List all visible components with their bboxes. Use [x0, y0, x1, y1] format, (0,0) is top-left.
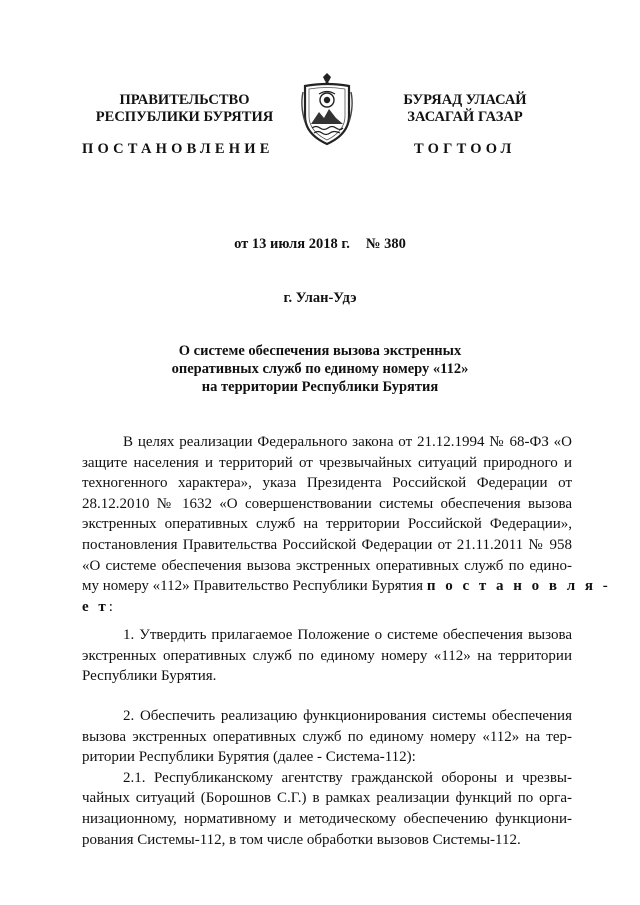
- intro-line: В целях реализации Федерального закона от 21.12.1994 № 68-ФЗ «О: [123, 434, 572, 450]
- item1-line: Республики Бурятия.: [82, 668, 217, 685]
- header-left: [52, 92, 317, 126]
- header-left-line1: ПРАВИТЕЛЬСТВО: [119, 92, 250, 108]
- intro-line: «О системе обеспечения вызова экстренных оперативных служб по едино-: [82, 557, 572, 574]
- intro-line: 28.12.2010 № 1632 «О совершенствовании системы обеспечения вызова: [82, 495, 572, 512]
- intro-line-text: му номеру «112» Правительство Республики Бурятия: [82, 578, 427, 595]
- item2-line: 2. Обеспечить реализацию функционирования системы обеспечения: [123, 708, 572, 724]
- intro-line: экстренных оперативных служб на территории Российской Федерации»,: [82, 516, 572, 533]
- header-right: [360, 92, 570, 126]
- subject-line1: О системе обеспечения вызова экстренных: [178, 343, 462, 359]
- date-line: [0, 236, 640, 253]
- city: г. Улан-Удэ: [283, 290, 357, 306]
- item2-line: 2.1. Республиканскому агентству гражданской обороны и чрезвы-: [123, 769, 572, 786]
- item-1-paragraph: [82, 625, 572, 687]
- header-left-line2: РЕСПУБЛИКИ БУРЯТИЯ: [95, 109, 274, 125]
- subject-line3: на территории Республики Бурятия: [201, 379, 439, 395]
- intro-line: [82, 597, 572, 618]
- document-subject: [0, 342, 640, 396]
- intro-line: защите населения и территорий от чрезвычайных ситуаций природного и: [82, 454, 572, 471]
- intro-line: [82, 576, 611, 597]
- item2-line: низационному, нормативному и методическому обеспечению функциони-: [82, 810, 572, 827]
- item2-line: вызова экстренных оперативных служб по единому номеру «112» на тер-: [82, 728, 572, 745]
- header-right-line1: БУРЯАД УЛАСАЙ: [403, 92, 527, 108]
- item-2-paragraph: [82, 706, 572, 850]
- item2-line: ритории Республики Бурятия (далее - Система-112):: [82, 749, 416, 766]
- resolve-word-part2: е т: [82, 598, 109, 615]
- item1-line: экстренных оперативных служб по единому номеру «112» на территории: [82, 647, 572, 664]
- intro-line: техногенного характера», указа Президента Российской Федерации от: [82, 475, 572, 492]
- item2-line: рования Системы-112, в том числе обработки вызовов Системы-112.: [82, 831, 521, 848]
- document-date: от 13 июля 2018 г.: [234, 236, 350, 252]
- item2-line: чайных ситуаций (Борошнов С.Г.) в рамках реализации функций по орга-: [82, 790, 572, 807]
- buryatia-coat-of-arms-icon: [299, 72, 355, 148]
- header-right-line2: ЗАСАГАЙ ГАЗАР: [407, 109, 523, 125]
- intro-line: постановления Правительства Российской Федерации от 21.11.2011 № 958: [82, 536, 572, 553]
- document-number: № 380: [365, 236, 406, 252]
- resolve-colon: :: [108, 598, 113, 615]
- subject-line2: оперативных служб по единому номеру «112»: [171, 361, 469, 377]
- item1-line: 1. Утвердить прилагаемое Положение о системе обеспечения вызова: [123, 627, 572, 643]
- title-ru: ПОСТАНОВЛЕНИЕ: [82, 141, 274, 157]
- resolve-word-part1: п о с т а н о в л я -: [426, 578, 611, 595]
- title-bur: ТОГТООЛ: [414, 141, 516, 157]
- intro-paragraph: [82, 432, 611, 617]
